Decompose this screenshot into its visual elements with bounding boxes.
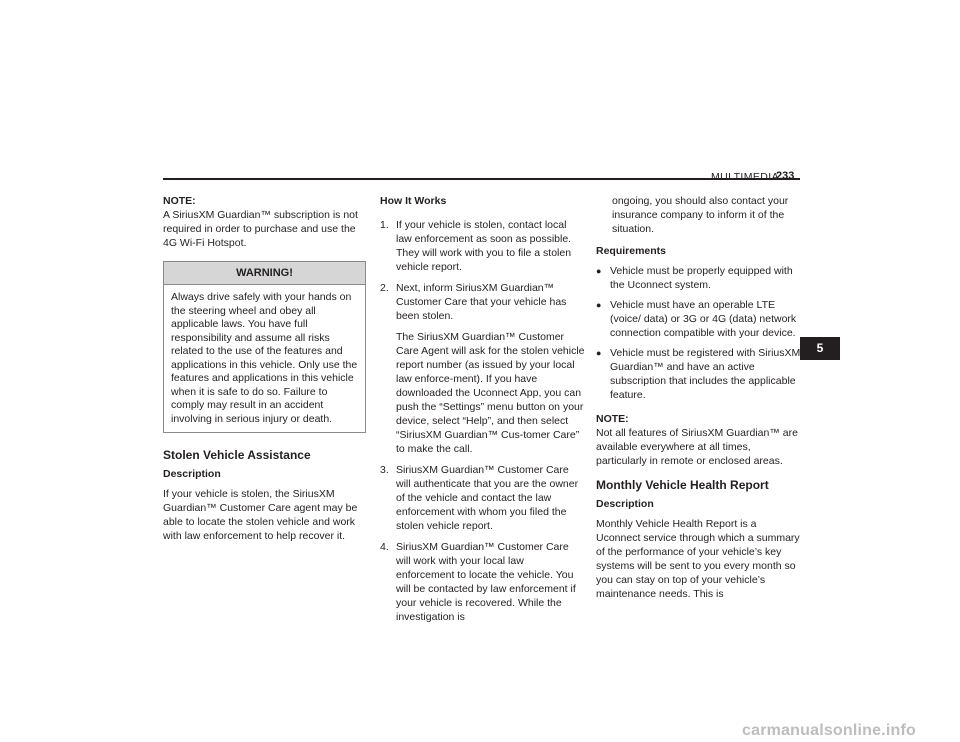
step-item xyxy=(380,463,585,533)
bullet-icon: ● xyxy=(596,300,602,310)
list-item xyxy=(596,346,801,402)
description-label: Description xyxy=(596,498,654,510)
bullet-icon: ● xyxy=(596,266,602,276)
requirements-label: Requirements xyxy=(596,245,667,257)
note-text: Not all features of SiriusXM Guardian™ are available everywhere at all times, particularly in remote or enclosed areas. xyxy=(596,427,798,467)
step-text: SiriusXM Guardian™ Customer Care will work with your local law enforcement to locate the vehicle. You will be contacted by law enforcement if your vehicle is recovered. While the investigation is xyxy=(396,541,576,623)
step-item xyxy=(380,281,585,456)
bullet-icon: ● xyxy=(596,348,602,358)
note-label: NOTE: xyxy=(163,195,196,207)
step-item xyxy=(380,540,585,624)
step-continuation-text: ongoing, you should also contact your insurance company to inform it of the situation. xyxy=(612,195,789,235)
header-title: MULTIMEDIA xyxy=(711,171,779,183)
watermark: carmanualsonline.info xyxy=(742,722,917,739)
step-text: If your vehicle is stolen, contact local law enforcement as soon as possible. They will work with you to file a stolen vehicle report. xyxy=(396,219,572,273)
step-extra-text: The SiriusXM Guardian™ Customer Care Agent will ask for the stolen vehicle report number (as issued by your local law enforce-ment). If you have downloaded the Uconnect App, you can push the “Settings” menu button on your device, select “Help”, and then select “SiriusXM Guardian™ Cus-tomer Care” to make the call. xyxy=(396,331,585,455)
list-item-text: Vehicle must be registered with SiriusXM Guardian™ and have an active subscription that includes the applicable feature. xyxy=(610,347,801,401)
page-number: 233 xyxy=(776,170,795,182)
list-item xyxy=(596,298,801,340)
list-item-text: Vehicle must be properly equipped with the Uconnect system. xyxy=(610,265,793,291)
warning-box xyxy=(163,261,366,433)
description-label: Description xyxy=(163,468,221,480)
how-it-works-label: How It Works xyxy=(380,195,447,207)
list-item xyxy=(596,264,801,292)
chapter-tab: 5 xyxy=(800,337,840,360)
step-text: SiriusXM Guardian™ Customer Care will authenticate that you are the owner of the vehicle and contact the law enforcement with whom you filed the stolen vehicle report. xyxy=(396,464,579,532)
note-text: A SiriusXM Guardian™ subscription is not required in order to purchase and use the 4G Wi-Fi Hotspot. xyxy=(163,209,358,249)
step-number: 1. xyxy=(380,219,389,231)
step-text: Next, inform SiriusXM Guardian™ Customer Care that your vehicle has been stolen. xyxy=(396,282,567,322)
warning-title: WARNING! xyxy=(164,262,365,285)
section-title-health-report: Monthly Vehicle Health Report xyxy=(596,478,769,492)
list-item-text: Vehicle must have an operable LTE (voice/ data) or 3G or 4G (data) network connection compatible with your device. xyxy=(610,299,797,339)
note-label: NOTE: xyxy=(596,413,629,425)
step-item xyxy=(380,218,585,274)
column-1 xyxy=(163,194,366,543)
step-number: 3. xyxy=(380,464,389,476)
column-2 xyxy=(380,194,585,631)
warning-text: Always drive safely with your hands on the steering wheel and obey all applicable laws. You have full responsibility and assume all risks related to the use of the features and applications in this vehicle. Only use the features and applications in this vehicle when it is safe to do so. Failure to comply may result in an accident involving in serious injury or death. xyxy=(171,291,358,425)
section-title-stolen-vehicle: Stolen Vehicle Assistance xyxy=(163,448,311,462)
column-3 xyxy=(596,194,801,601)
step-number: 4. xyxy=(380,541,389,553)
description-text: If your vehicle is stolen, the SiriusXM Guardian™ Customer Care agent may be able to locate the stolen vehicle and work with law enforcement to help recover it. xyxy=(163,488,358,542)
header-rule xyxy=(163,178,800,180)
description-text: Monthly Vehicle Health Report is a Uconnect service through which a summary of the performance of your vehicle’s key systems will be sent to you every month so you can stay on top of your vehicle’s maintenance needs. This is xyxy=(596,518,800,600)
step-number: 2. xyxy=(380,282,389,294)
